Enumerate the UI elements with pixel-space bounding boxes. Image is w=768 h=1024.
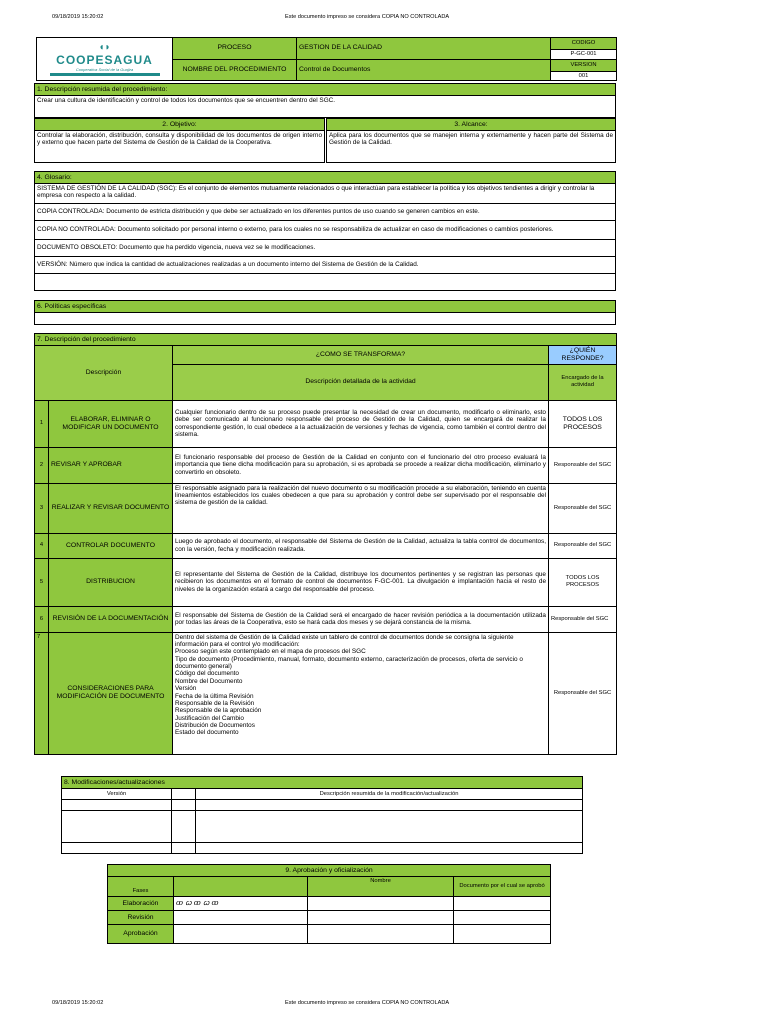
firma-cell — [174, 925, 308, 944]
logo — [98, 42, 110, 54]
glossary-item: VERSIÓN: Número que indica la cantidad de actualizaciones realizadas a un documento interno del Sistema de Gestión de la Calidad. — [35, 257, 616, 274]
codigo-label: CODIGO — [551, 38, 617, 50]
logo-bar — [50, 73, 160, 76]
section-2-text: Controlar la elaboración, distribución, consulta y disponibilidad de los documentos de origen interno y externo que hacen parte del Sistema de Gestión de la Calidad de la Cooperativa. — [35, 131, 325, 163]
step-detail: El funcionario responsable del proceso de Gestión de la Calidad en conjunto con el funcionario del otro proceso evaluará la importancia que tiene dicha modificación para su aprobación, si es aprobada se procede a realizar dicha modificación, eliminarlo y convertirlo en obsoleto. — [173, 447, 549, 483]
proceso-value: GESTION DE LA CALIDAD — [297, 38, 551, 60]
step-number: 3 — [35, 483, 49, 533]
section-4 — [34, 171, 616, 291]
version-value: 001 — [551, 71, 617, 81]
logo-name: COOPESAGUA — [56, 52, 153, 67]
doc-cell — [454, 897, 551, 911]
mod-cell — [62, 811, 172, 843]
step-responsible: Responsable del SGC — [549, 447, 617, 483]
mod-cell — [196, 843, 583, 854]
glossary-item: SISTEMA DE GESTIÓN DE LA CALIDAD (SGC): Es el conjunto de elementos mutuamente relacionados o que interactúan para establecer la política y los objetivos tendientes a dirigir y controlar la empresa con respecto a la calidad. — [35, 184, 616, 204]
section-9-title: 9. Aprobación y oficialización — [108, 865, 551, 877]
section-2 — [34, 118, 325, 163]
nombre-value: Control de Documentos — [297, 59, 551, 81]
section-7 — [34, 333, 617, 755]
col-nombre: Nombre — [308, 877, 454, 897]
logo-sub: Cooperativa Social de la Guajira — [75, 66, 134, 72]
section-8-title: 8. Modificaciones/actualizaciones — [62, 777, 583, 789]
detail-line: Nombre del Documento — [175, 677, 243, 685]
nombre-cell — [308, 897, 454, 911]
nombre-cell — [308, 925, 454, 944]
detail-line: Código del documento — [175, 670, 239, 678]
step-name: REVISIÓN DE LA DOCUMENTACIÓN — [49, 606, 173, 632]
section-6 — [34, 300, 616, 325]
glossary-item: COPIA CONTROLADA: Documento de estricta distribución y que debe ser actualizado en los diferentes puntos de uso cuando se generen cambios en este. — [35, 204, 616, 221]
step-detail: El responsable asignado para la realización del nuevo documento o su modificación procede a su elaboración, teniendo en cuenta lineamientos establecidos los cuales obedecen a que para su aprobación y control debe ser supervisado por el responsable del sistema de gestión de la calidad. — [173, 483, 549, 533]
step-name: ELABORAR, ELIMINAR O MODIFICAR UN DOCUMENTO — [49, 400, 173, 447]
mod-cell — [196, 811, 583, 843]
section-3-text: Aplica para los documentos que se manejen interna y externamente y hacen parte del Sistema de Gestión de la Calidad. — [327, 131, 616, 163]
bottom-notice: Este documento impreso se considera COPIA NO CONTROLADA — [285, 1000, 450, 1006]
doc-cell — [454, 911, 551, 925]
col-empty — [172, 789, 196, 800]
mod-cell — [172, 811, 196, 843]
step-responsible: TODOS LOS PROCESOS — [549, 558, 617, 606]
col-detalle: Descripción detallada de la actividad — [173, 364, 549, 400]
fase-aprobacion: Aprobación — [108, 925, 174, 944]
section-3-title: 3. Alcance: — [327, 119, 616, 131]
doc-cell — [454, 925, 551, 944]
step-name: REALIZAR Y REVISAR DOCUMENTO — [49, 483, 173, 533]
detail-line: Distribución de Documentos — [175, 721, 255, 729]
codigo-value: P-GC-001 — [551, 50, 617, 60]
glossary-empty — [35, 274, 616, 291]
detail-line: Responsable de la aprobación — [175, 707, 262, 715]
col-fases: Fases — [108, 877, 174, 897]
section-7-title: 7. Descripción del procedimiento — [35, 334, 617, 346]
glossary-item: COPIA NO CONTROLADA: Documento solicitado por personal interno o externo, para los cuales no se responsabiliza de actualizar en caso de modificaciones o cambios posteriores. — [35, 221, 616, 240]
detail-line: Estado del documento — [175, 729, 239, 737]
fase-revision: Revisión — [108, 911, 174, 925]
signature: ꝏ ꞷ ꝏ ꞷ ꝏ — [174, 897, 308, 911]
mod-cell — [172, 843, 196, 854]
detail-line: Fecha de la última Revisión — [175, 692, 254, 700]
version-label: VERSION — [551, 59, 617, 71]
step-responsible: TODOS LOS PROCESOS — [549, 400, 617, 447]
mod-cell — [62, 843, 172, 854]
step-detail: Cualquier funcionario dentro de su proceso puede presentar la necesidad de crear un documento, modificarlo o eliminarlo, esto debe ser comunicado al funcionario responsable del proceso de Gestión de la Calidad, quien se encargará de realizar la correspondiente gestión, lo cual obedece a la actualización de versiones y fechas de vigencia, como también el control dentro del sistema. — [173, 400, 549, 447]
mod-cell — [62, 800, 172, 811]
step-responsible: Responsable del SGC — [549, 533, 617, 558]
col-version: Versión — [62, 789, 172, 800]
step-number: 5 — [35, 558, 49, 606]
top-notice: Este documento impreso se considera COPIA NO CONTROLADA — [285, 14, 450, 20]
section-8 — [61, 776, 583, 854]
top-datetime: 09/18/2019 15:20:02 — [52, 14, 104, 20]
col-documento: Documento por el cual se aprobó — [454, 877, 551, 897]
step-number: 7 — [35, 632, 49, 754]
mod-cell — [172, 800, 196, 811]
detail-line: Tipo de documento (Procedimiento, manual, formato, documento externo, caracterización de procesos, oferta de servicio o documento general) — [175, 655, 523, 671]
section-1-title: 1. Descripción resumida del procedimiento: — [35, 84, 616, 96]
col-como-transforma: ¿COMO SE TRANSFORMA? — [173, 346, 549, 365]
mod-cell — [196, 800, 583, 811]
col-quien-responde: ¿QUIÉN RESPONDE? — [549, 346, 617, 365]
section-2-title: 2. Objetivo: — [35, 119, 325, 131]
step-detail: Luego de aprobado el documento, el responsable del Sistema de Gestión de la Calidad, actualiza la tabla control de documentos, con la versión, fecha y modificación realizada. — [173, 533, 549, 558]
nombre-cell — [308, 911, 454, 925]
section-4-title: 4. Glosario: — [35, 172, 616, 184]
glossary-item: DOCUMENTO OBSOLETO: Documento que ha perdido vigencia, nueva vez se le modificaciones. — [35, 240, 616, 257]
detail-line: Justificación del Cambio — [175, 714, 244, 722]
col-modificacion: Descripción resumida de la modificación/actualización — [196, 789, 583, 800]
fase-elaboracion: Elaboración — [108, 897, 174, 911]
detail-line: Proceso según este contemplado en el mapa de procesos del SGC — [175, 648, 366, 656]
detail-line: Responsable de la Revisión — [175, 699, 255, 707]
step-number: 2 — [35, 447, 49, 483]
section-9 — [107, 864, 551, 944]
bottom-datetime: 09/18/2019 15:20:02 — [52, 1000, 104, 1006]
firma-cell — [174, 911, 308, 925]
section-1 — [34, 83, 616, 118]
detail-line: Versión — [175, 685, 197, 693]
step-name: CONTROLAR DOCUMENTO — [49, 533, 173, 558]
step-name: REVISAR Y APROBAR — [49, 447, 173, 483]
step-name: CONSIDERACIONES PARA MODIFICACIÓN DE DOCUMENTO — [49, 632, 173, 754]
header-table — [36, 37, 617, 81]
step-detail — [173, 632, 549, 754]
drop-icon: ◖◗ — [98, 42, 111, 54]
step-number: 4 — [35, 533, 49, 558]
step-detail: El representante del Sistema de Gestión de la Calidad, distribuye los documentos pertinentes y se registran las personas que recibieron los documentos en el formato de control de documentos F-GC-001. La divulgación e implantación hacia el resto de niveles de la organización estará a cargo del responsable del proceso. — [173, 558, 549, 606]
section-3 — [326, 118, 616, 163]
step-number: 6 — [35, 606, 49, 632]
section-6-title: 6. Políticas específicas — [35, 301, 616, 313]
col-encargado: Encargado de la actividad — [549, 364, 617, 400]
step-responsible: Responsable del SGC — [549, 483, 617, 533]
step-responsible: Responsable del SGC — [549, 606, 617, 632]
col-firma — [174, 877, 308, 897]
step-detail: El responsable del Sistema de Gestión de la Calidad será el encargado de hacer revisión periódica a la documentación utilizada por todas las áreas de la Cooperativa, esto se hará cada dos meses y se dejará constancia de la misma. — [173, 606, 549, 632]
step-responsible: Responsable del SGC — [549, 632, 617, 754]
section-6-empty — [35, 313, 616, 325]
detail-line: Dentro del sistema de Gestión de la Calidad existe un tablero de control de documentos donde se consigna la siguiente información para el control y/o modificación: — [175, 633, 514, 648]
step-name: DISTRIBUCION — [49, 558, 173, 606]
proceso-label: PROCESO — [173, 38, 297, 60]
step-number: 1 — [35, 400, 49, 447]
logo-cell — [37, 38, 173, 81]
section-1-text: Crear una cultura de identificación y control de todos los documentos que se encuentren dentro del SGC. — [35, 96, 616, 118]
nombre-label: NOMBRE DEL PROCEDIMIENTO — [173, 59, 297, 81]
col-descripcion: Descripción — [35, 346, 173, 401]
